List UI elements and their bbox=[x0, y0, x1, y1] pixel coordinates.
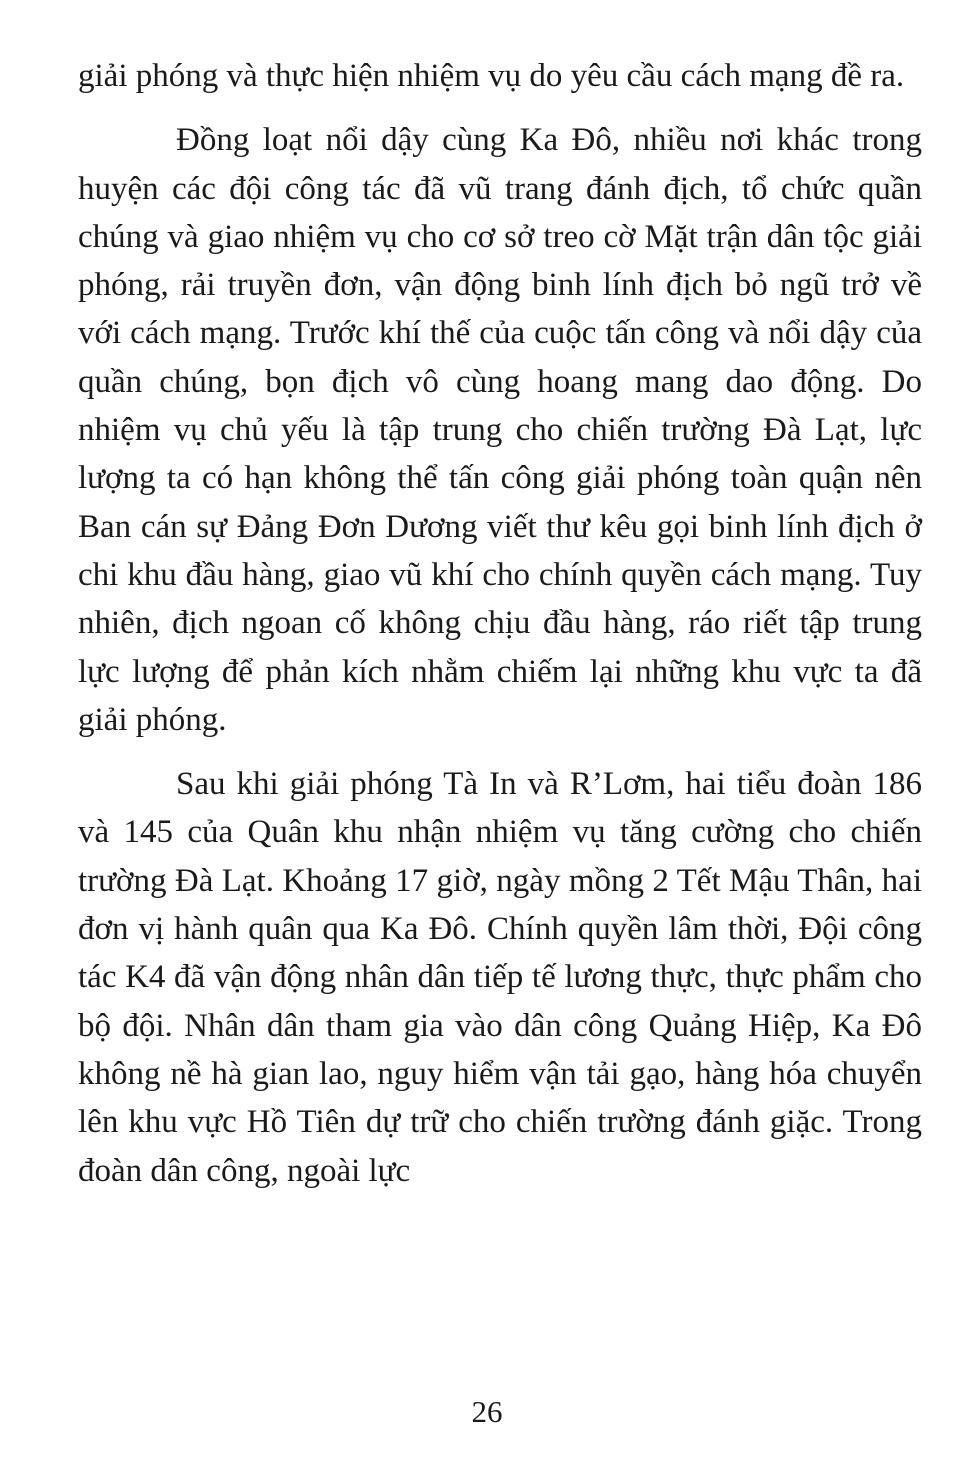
paragraph-liberation: Sau khi giải phóng Tà In và R’Lơm, hai tiểu đoàn 186 và 145 của Quân khu nhận nhiệm vụ tăng cường cho chiến trường Đà Lạt. Khoảng 17 giờ, ngày mồng 2 Tết Mậu Thân, hai đơn vị hành quân qua Ka Đô. Chính quyền lâm thời, Đội công tác K4 đã vận động nhân dân tiếp tế lương thực, thực phẩm cho bộ đội. Nhân dân tham gia vào dân công Quảng Hiệp, Ka Đô không nề hà gian lao, nguy hiểm vận tải gạo, hàng hóa chuyển lên khu vực Hồ Tiên dự trữ cho chiến trường đánh giặc. Trong đoàn dân công, ngoài lực bbox=[78, 766, 922, 1189]
body-text bbox=[78, 52, 922, 1195]
paragraph-uprising: Đồng loạt nổi dậy cùng Ka Đô, nhiều nơi khác trong huyện các đội công tác đã vũ trang đánh địch, tổ chức quần chúng và giao nhiệm vụ cho cơ sở treo cờ Mặt trận dân tộc giải phóng, rải truyền đơn, vận động binh lính địch bỏ ngũ trở về với cách mạng. Trước khí thế của cuộc tấn công và nổi dậy của quần chúng, bọn địch vô cùng hoang mang dao động. Do nhiệm vụ chủ yếu là tập trung cho chiến trường Đà Lạt, lực lượng ta có hạn không thể tấn công giải phóng toàn quận nên Ban cán sự Đảng Đơn Dương viết thư kêu gọi binh lính địch ở chi khu đầu hàng, giao vũ khí cho chính quyền cách mạng. Tuy nhiên, địch ngoan cố không chịu đầu hàng, ráo riết tập trung lực lượng để phản kích nhằm chiếm lại những khu vực ta đã giải phóng. bbox=[78, 122, 922, 738]
page-number: 26 bbox=[471, 1394, 503, 1429]
paragraph-continuation: giải phóng và thực hiện nhiệm vụ do yêu cầu cách mạng đề ra. bbox=[78, 58, 905, 94]
